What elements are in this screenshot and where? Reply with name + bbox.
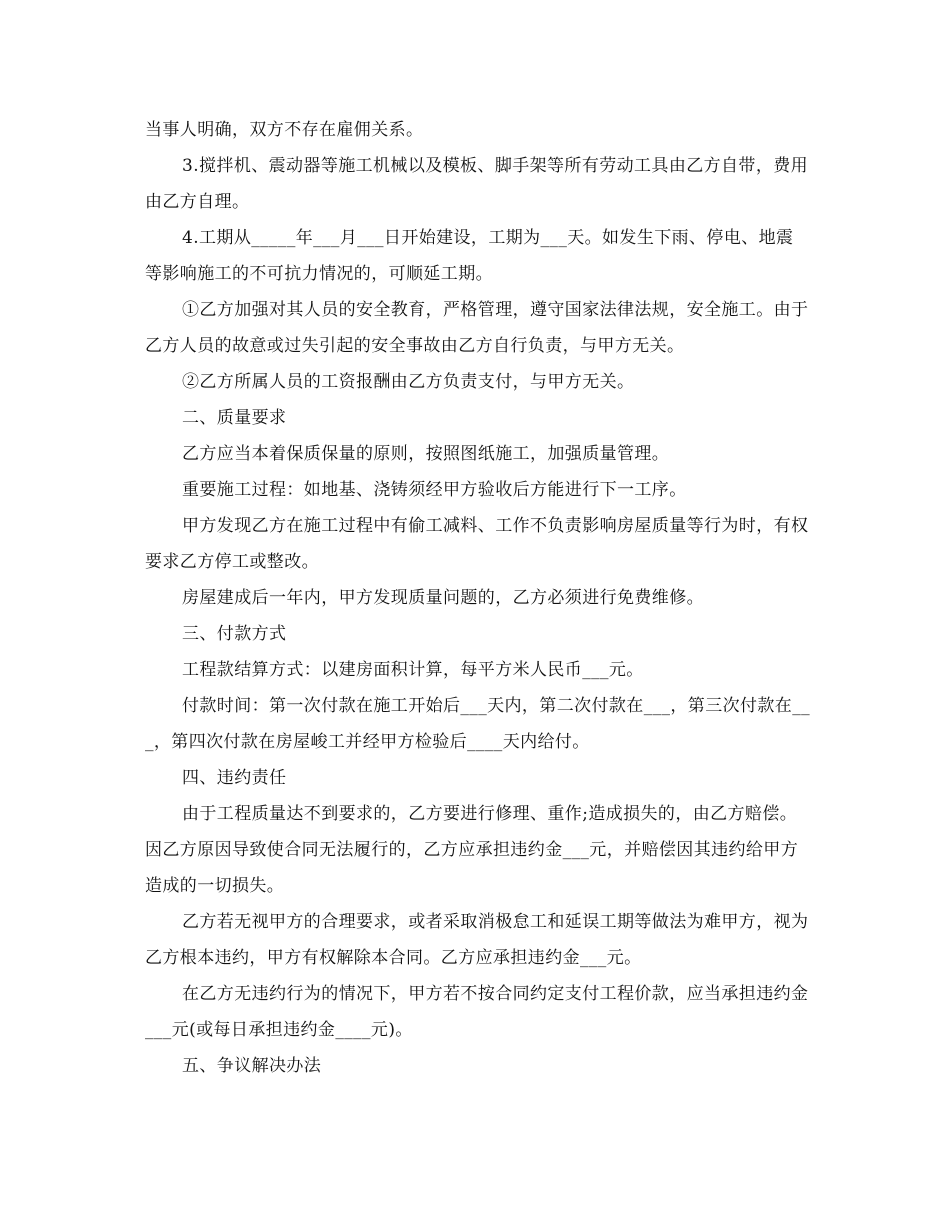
paragraph: 付款时间：第一次付款在施工开始后___天内，第二次付款在___，第三次付款在___，第四次付款在房屋峻工并经甲方检验后____天内给付。 xyxy=(145,696,810,752)
paragraph: 乙方若无视甲方的合理要求，或者采取消极怠工和延误工期等做法为难甲方，视为乙方根本违约，甲方有权解除本合同。乙方应承担违约金___元。 xyxy=(145,912,809,968)
paragraph: ①乙方加强对其人员的安全教育，严格管理，遵守国家法律法规，安全施工。由于乙方人员的故意或过失引起的安全事故由乙方自行负责，与甲方无关。 xyxy=(145,300,809,356)
document-body xyxy=(145,112,810,1084)
paragraph: 房屋建成后一年内，甲方发现质量问题的，乙方必须进行免费维修。 xyxy=(182,588,704,608)
paragraph: ②乙方所属人员的工资报酬由乙方负责支付，与甲方无关。 xyxy=(182,372,635,392)
paragraph: 三、付款方式 xyxy=(182,624,287,644)
paragraph: 乙方应当本着保质保量的原则，按照图纸施工，加强质量管理。 xyxy=(182,444,670,464)
paragraph: 3.搅拌机、震动器等施工机械以及模板、脚手架等所有劳动工具由乙方自带，费用由乙方自理。 xyxy=(145,156,809,212)
paragraph: 当事人明确，双方不存在雇佣关系。 xyxy=(145,120,424,140)
paragraph: 4.工期从_____年___月___日开始建设，工期为___天。如发生下雨、停电、地震等影响施工的不可抗力情况的，可顺延工期。 xyxy=(145,228,794,284)
paragraph: 在乙方无违约行为的情况下，甲方若不按合同约定支付工程价款，应当承担违约金___元(或每日承担违约金____元)。 xyxy=(145,984,809,1040)
paragraph: 由于工程质量达不到要求的，乙方要进行修理、重作;造成损失的，由乙方赔偿。因乙方原因导致使合同无法履行的，乙方应承担违约金___元，并赔偿因其违约给甲方造成的一切损失。 xyxy=(145,804,799,896)
paragraph: 二、质量要求 xyxy=(182,408,287,428)
paragraph: 重要施工过程：如地基、浇铸须经甲方验收后方能进行下一工序。 xyxy=(182,480,687,500)
paragraph: 工程款结算方式：以建房面积计算，每平方米人民币___元。 xyxy=(182,660,644,680)
paragraph: 四、违约责任 xyxy=(182,768,287,788)
paragraph: 甲方发现乙方在施工过程中有偷工减料、工作不负责影响房屋质量等行为时，有权要求乙方停工或整改。 xyxy=(145,516,809,572)
paragraph: 五、争议解决办法 xyxy=(182,1056,322,1076)
